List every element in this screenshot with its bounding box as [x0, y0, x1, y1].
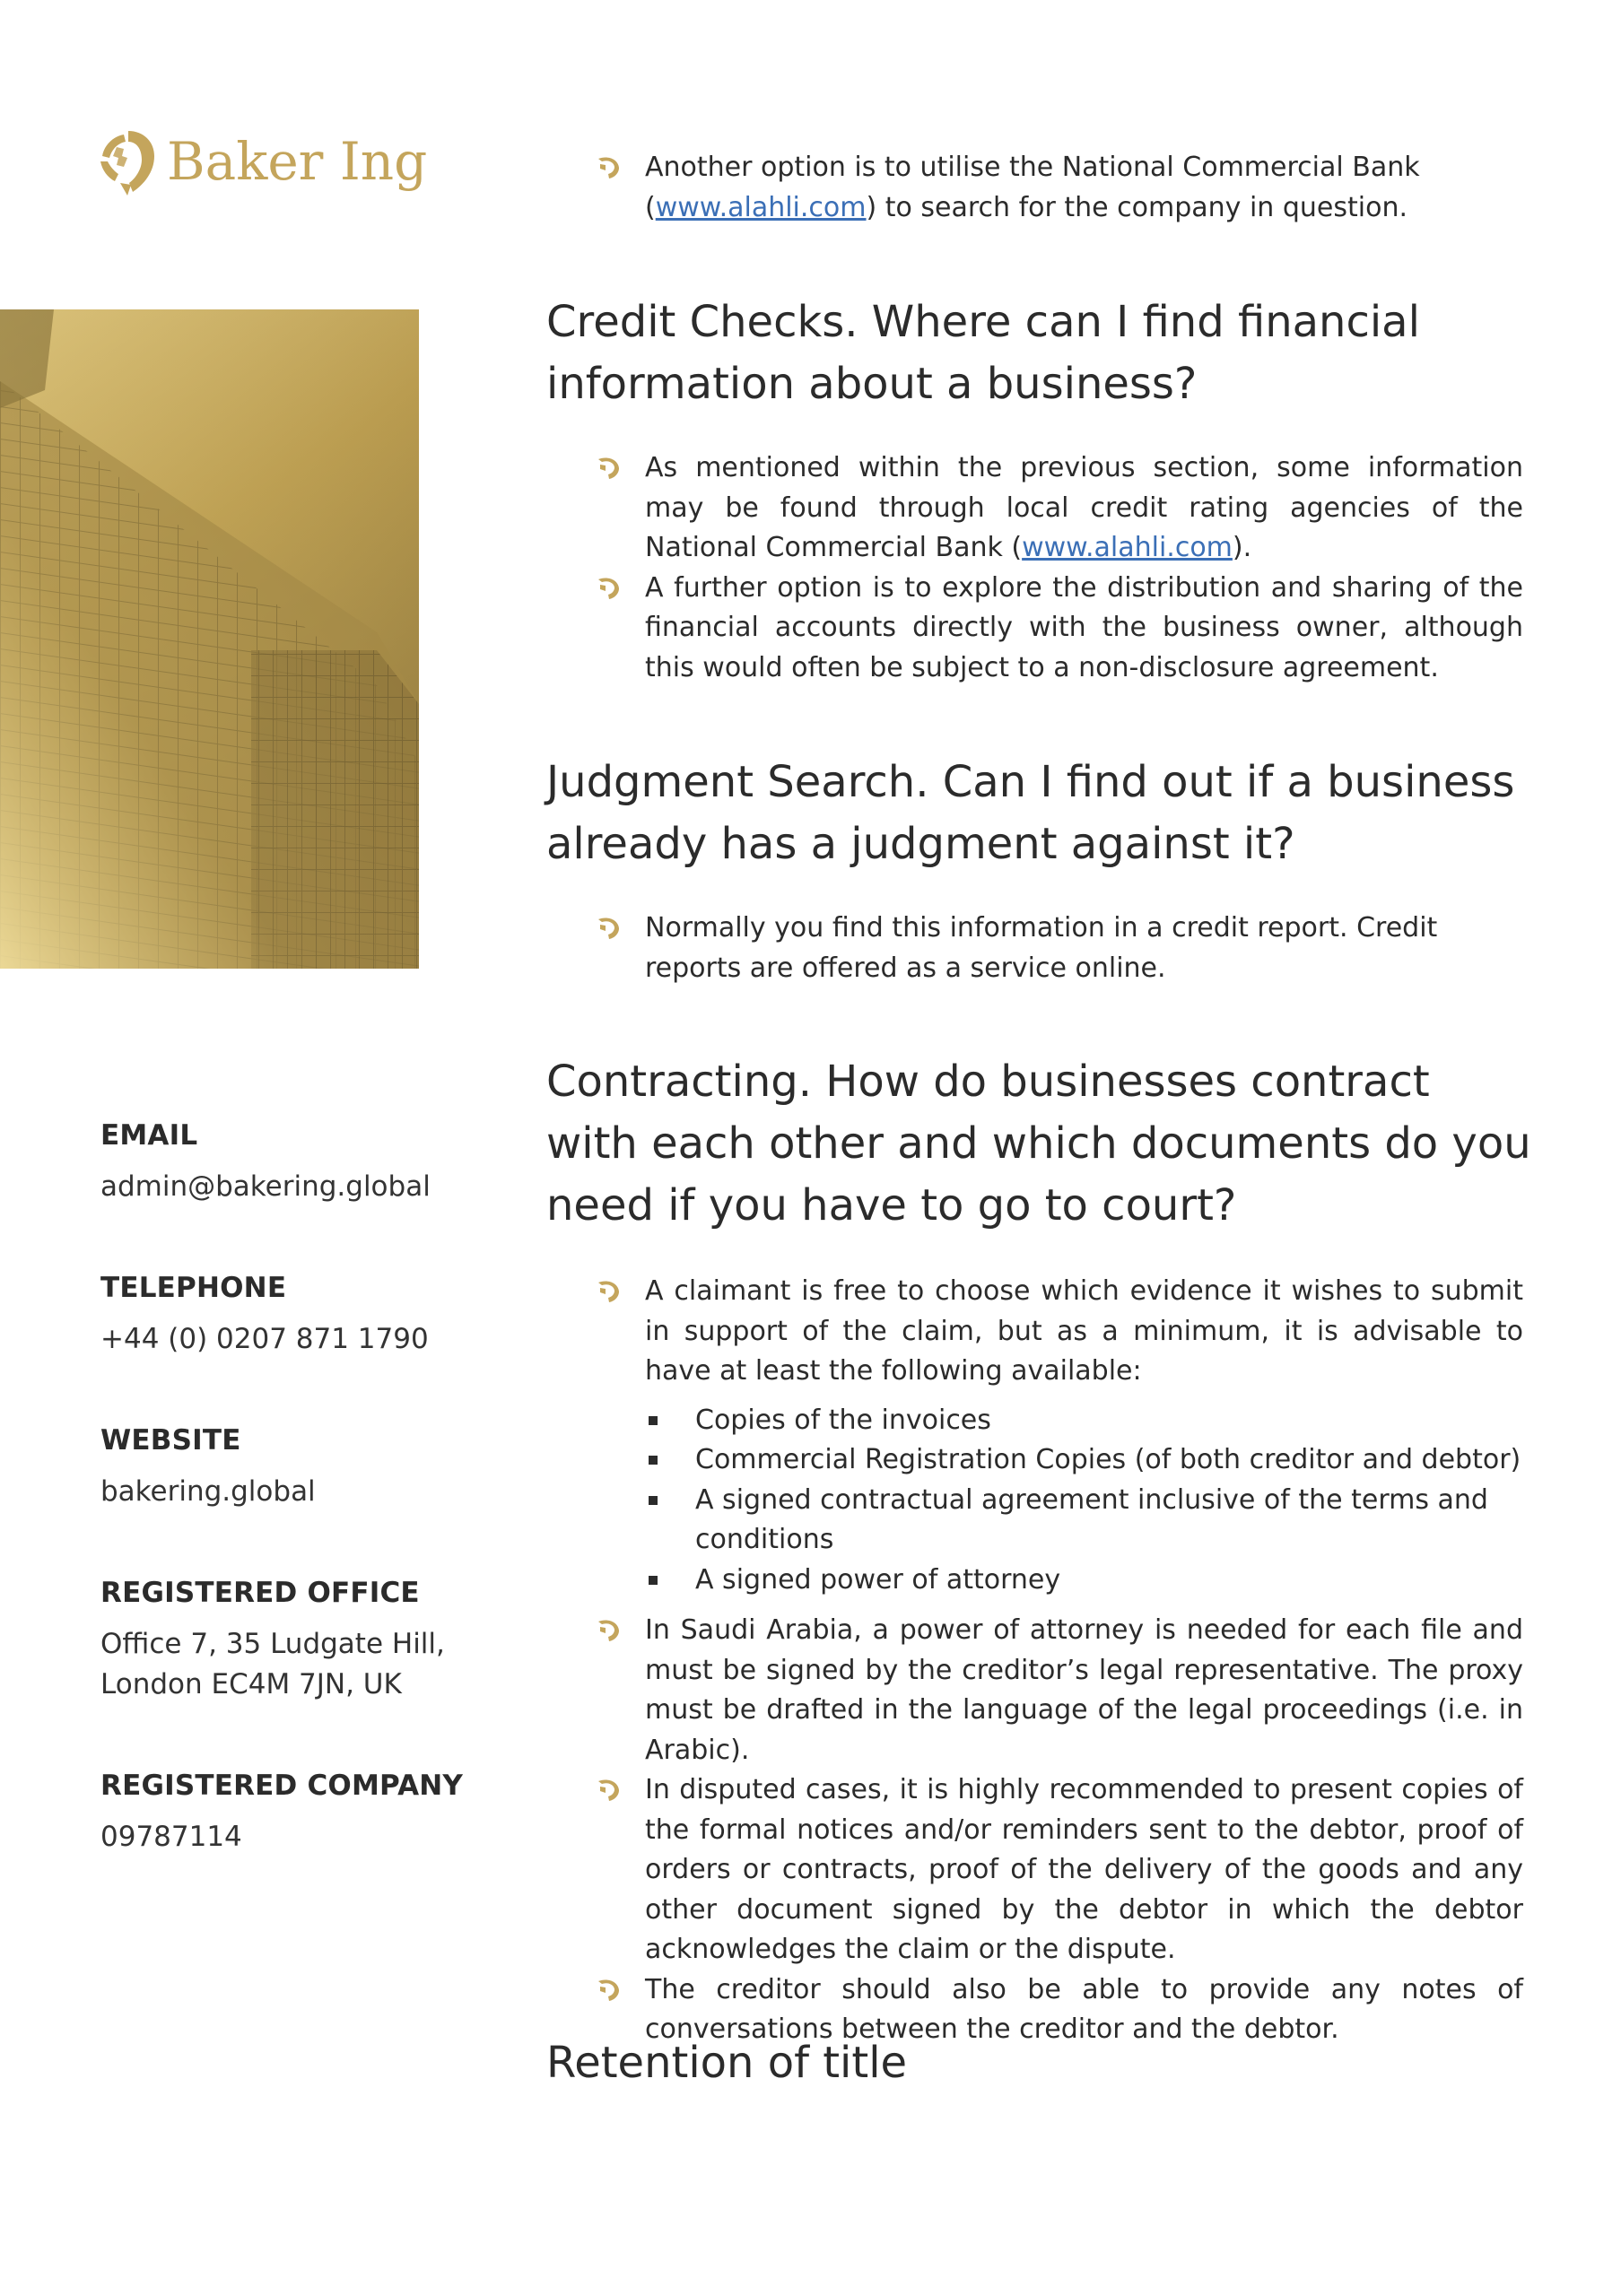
registered-company-label: REGISTERED COMPANY	[100, 1770, 464, 1802]
list-item	[595, 909, 1523, 988]
bullet-text: The creditor should also be able to provide any notes of conversations between the creditor and the debtor.	[645, 1973, 1523, 2045]
list-item	[595, 1611, 1523, 1770]
square-bullet-icon	[649, 1496, 658, 1505]
bullet-text: A further option is to explore the distribution and sharing of the financial accounts directly with the business owner, although this would often be subject to a non-disclosure agreement.	[645, 571, 1523, 683]
alahli-link[interactable]: www.alahli.com	[655, 191, 867, 223]
bullet-text: Normally you find this information in a credit report. Credit reports are offered as a service online.	[645, 912, 1438, 984]
website-label: WEBSITE	[100, 1424, 241, 1457]
section-heading-contracting: Contracting. How do businesses contract with each other and which documents do you need if you have to go to court?	[546, 1057, 1531, 1231]
sub-item-text: Copies of the invoices	[695, 1404, 991, 1436]
judgment-bullets	[595, 909, 1523, 988]
sub-list-item	[595, 1561, 1523, 1601]
bullet-text-end: ).	[1232, 532, 1252, 563]
alahli-link[interactable]: www.alahli.com	[1022, 532, 1233, 563]
sub-list-item	[595, 1440, 1523, 1481]
registered-company-value: 09787114	[100, 1821, 242, 1853]
credit-checks-bullets	[595, 448, 1523, 688]
square-bullet-icon	[649, 1416, 658, 1425]
building-photo	[0, 309, 419, 969]
list-item	[595, 448, 1523, 569]
sub-item-text: A signed contractual agreement inclusive of the terms and conditions	[695, 1483, 1488, 1555]
website-value[interactable]: bakering.global	[100, 1475, 316, 1508]
lion-head-logo-icon	[97, 126, 160, 197]
list-item	[595, 569, 1523, 689]
square-bullet-icon	[649, 1456, 658, 1465]
lion-bullet-icon	[595, 1277, 622, 1304]
sub-item-text: Commercial Registration Copies (of both creditor and debtor)	[695, 1444, 1521, 1475]
bullet-text: As mentioned within the previous section, some information may be found through local credit rating agencies of the National Commercial Bank (	[645, 452, 1523, 563]
section-heading-retention-of-title: Retention of title	[546, 2038, 908, 2088]
email-value[interactable]: admin@bakering.global	[100, 1170, 431, 1203]
square-bullet-icon	[649, 1576, 658, 1585]
list-item	[595, 1770, 1523, 1970]
lion-bullet-icon	[595, 1976, 622, 2003]
section-heading-credit-checks: Credit Checks. Where can I find financial information about a business?	[546, 297, 1420, 409]
brand-logo	[97, 126, 428, 197]
email-label: EMAIL	[100, 1119, 198, 1152]
bullet-text: In disputed cases, it is highly recommended to present copies of the formal notices and/or reminders sent to the debtor, proof of orders or contracts, proof of the delivery of the goods and any other document signed by the debtor in which the debtor acknowledges the claim or the dispute.	[645, 1774, 1523, 1965]
lion-bullet-icon	[595, 914, 622, 941]
lion-bullet-icon	[595, 454, 622, 481]
section-heading-judgment-search: Judgment Search. Can I find out if a business already has a judgment against it?	[546, 757, 1515, 869]
intro-text: Another option is to utilise the National Commercial Bank (	[645, 152, 1420, 223]
sub-list-item	[595, 1401, 1523, 1441]
intro-text-end: ) to search for the company in question.	[866, 191, 1407, 223]
lion-bullet-icon	[595, 153, 622, 180]
lion-bullet-icon	[595, 574, 622, 601]
brand-name: Baker Ing	[167, 131, 428, 192]
contracting-bullets	[595, 1272, 1523, 2050]
bullet-text: A claimant is free to choose which evidence it wishes to submit in support of the claim, but as a minimum, it is advisable to have at least the following available:	[645, 1275, 1523, 1387]
lion-bullet-icon	[595, 1776, 622, 1803]
intro-bullets	[595, 148, 1523, 228]
list-item	[595, 148, 1523, 228]
building-image	[0, 309, 419, 969]
registered-office-label: REGISTERED OFFICE	[100, 1577, 420, 1609]
telephone-label: TELEPHONE	[100, 1272, 287, 1304]
sub-list-item	[595, 1481, 1523, 1561]
telephone-value: +44 (0) 0207 871 1790	[100, 1323, 429, 1355]
list-item	[595, 1272, 1523, 1392]
registered-office-line2: London EC4M 7JN, UK	[100, 1668, 402, 1700]
bullet-text: In Saudi Arabia, a power of attorney is needed for each file and must be signed by the creditor’s legal representative. The proxy must be drafted in the language of the legal proceedings (i.e. in Arabic).	[645, 1614, 1523, 1766]
sub-item-text: A signed power of attorney	[695, 1563, 1061, 1596]
registered-office-line1: Office 7, 35 Ludgate Hill,	[100, 1628, 445, 1660]
lion-bullet-icon	[595, 1616, 622, 1643]
